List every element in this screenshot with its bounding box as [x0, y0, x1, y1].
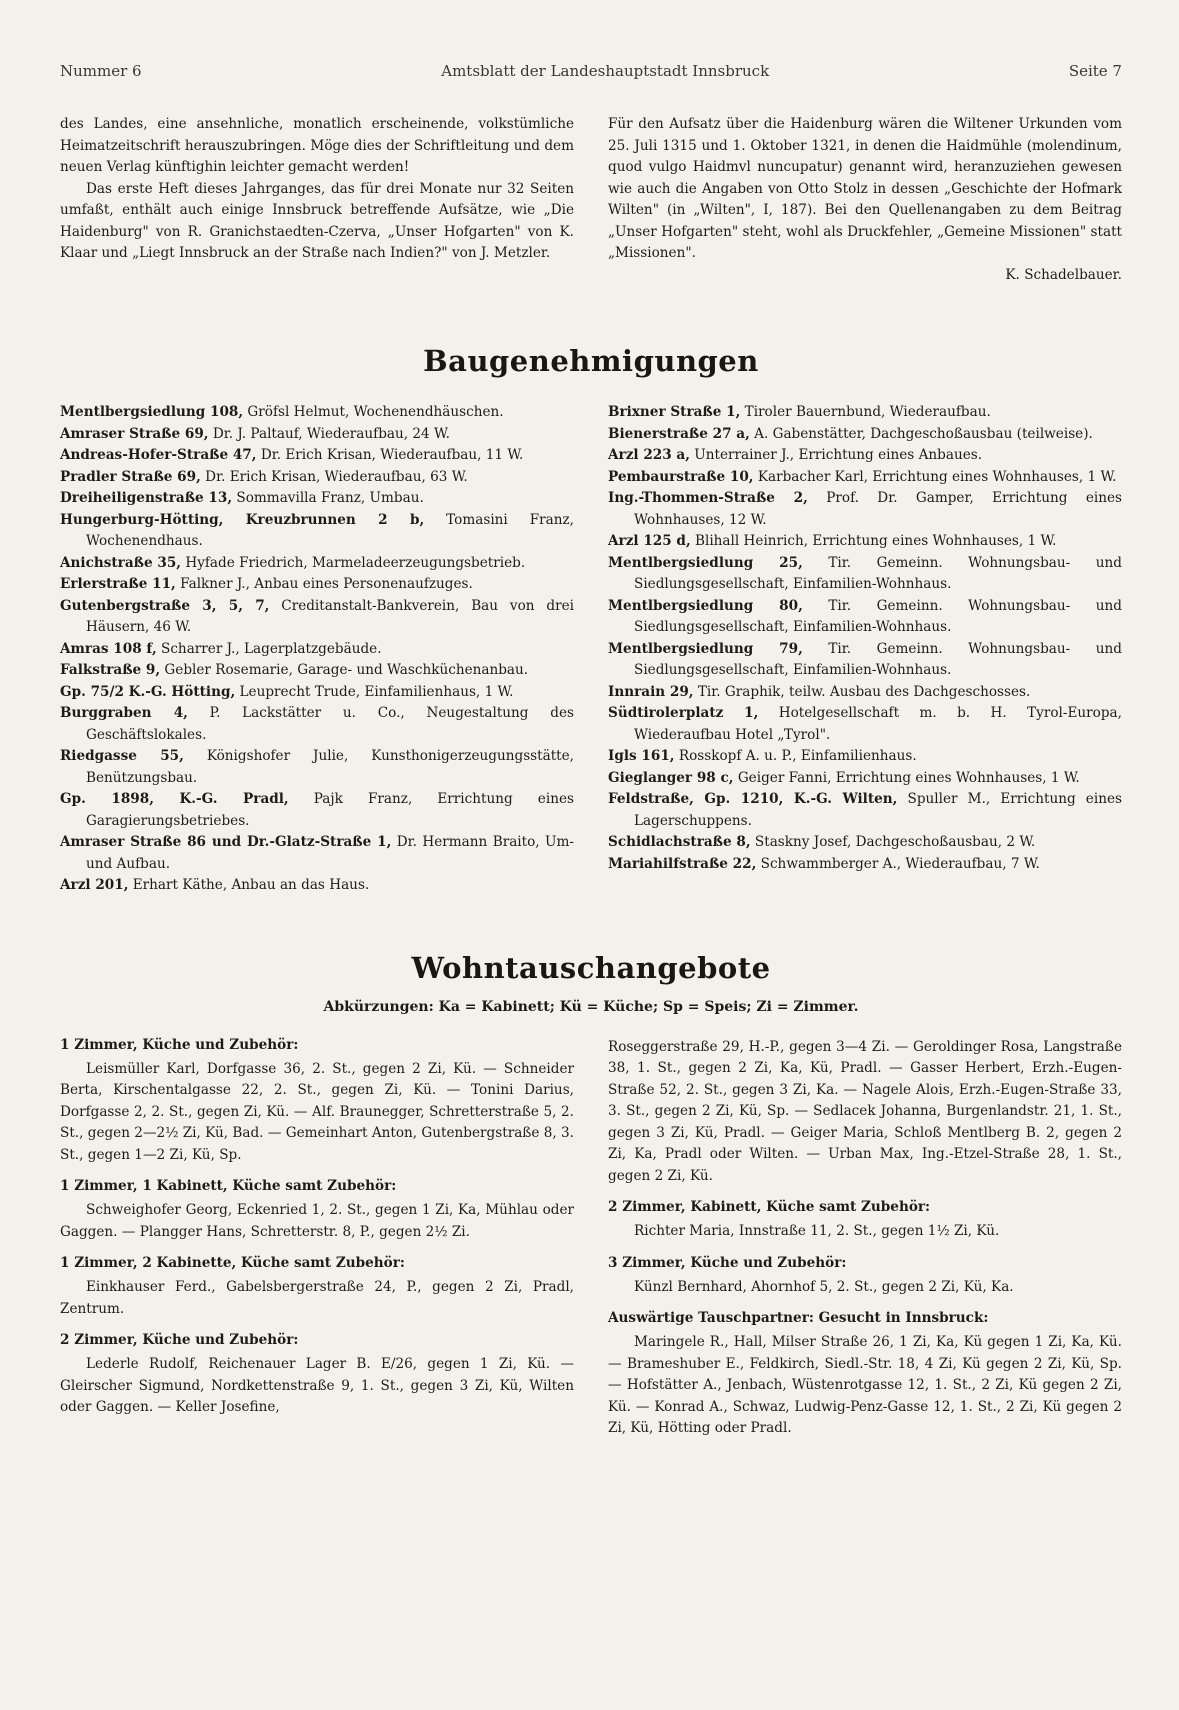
exchange-offers: Maringele R., Hall, Milser Straße 26, 1 Zi, Ka, Kü gegen 1 Zi, Ka, Kü. — Brameshuber E., Feldkirch, Siedl.-Str. 18, 4 Zi, Kü gegen 2 Zi, Kü, Sp. — Hofstätter A., Jenbach, Wüstenrotgasse 12, 1. St., 2 Zi, Kü gegen 2 Zi, Kü. — Konrad A., Schwaz, Ludwig-Penz-Gasse 12, 1. St., 2 Zi, Kü gegen 2 Zi, Kü, Hötting oder Pradl. [608, 1334, 1122, 1436]
permit-address: Andreas-Hofer-Straße 47, [60, 447, 257, 463]
bau-left-column [60, 402, 574, 897]
intro-article [60, 114, 1122, 286]
apartment-category: 2 Zimmer, Kabinett, Küche samt Zubehör: [608, 1199, 931, 1215]
permit-details: Hyfade Friedrich, Marmeladeerzeugungsbetrieb. [181, 554, 526, 571]
issue-number: Nummer 6 [60, 62, 142, 80]
permit-entry [608, 531, 1122, 553]
permit-address: Falkstraße 9, [60, 662, 161, 678]
permit-address: Gutenbergstraße 3, 5, 7, [60, 597, 270, 614]
permit-details: Unterrainer J., Errichtung eines Anbaues. [689, 447, 983, 463]
permit-entry [60, 639, 574, 661]
permit-entry [60, 553, 574, 575]
permit-entry [608, 746, 1122, 768]
wohntausch-list [60, 1037, 1122, 1440]
exchange-offers: Leismüller Karl, Dorfgasse 36, 2. St., gegen 2 Zi, Kü. — Schneider Berta, Kirschentalgasse 22, 2. St., gegen Zi, Kü. — Tonini Darius, Dorfgasse 2, 2. St., gegen Zi, Kü. — Alf. Braunegger, Schretterstraße 5, 2. St., gegen 2—2½ Zi, Kü, Bad. — Gemeinhart Anton, Gutenbergstraße 8, 3. St., gegen 1—2 Zi, Kü, Sp. [60, 1060, 575, 1163]
permit-details: Dr. Erich Krisan, Wiederaufbau, 11 W. [256, 447, 524, 463]
permit-entry [60, 402, 574, 424]
exchange-offers: Künzl Bernhard, Ahornhof 5, 2. St., gegen 2 Zi, Kü, Ka. [634, 1278, 1014, 1295]
permit-entry [60, 488, 574, 510]
permit-address: Ing.-Thommen-Straße 2, [608, 490, 808, 506]
permit-entry [60, 832, 574, 875]
permit-address: Mentlbergsiedlung 79, [608, 640, 803, 657]
permit-details: Tiroler Bauernbund, Wiederaufbau. [740, 404, 991, 420]
permit-details: Erhart Käthe, Anbau an das Haus. [128, 877, 370, 893]
permit-details: Staskny Josef, Dachgeschoßausbau, 2 W. [750, 834, 1036, 850]
permit-entry [608, 789, 1122, 832]
publication-title: Amtsblatt der Landeshauptstadt Innsbruck [441, 62, 770, 80]
permit-address: Südtirolerplatz 1, [608, 705, 759, 721]
permit-details: Tir. Graphik, teilw. Ausbau des Dachgeschosses. [693, 683, 1031, 700]
permit-details: A. Gabenstätter, Dachgeschoßausbau (teilweise). [749, 425, 1093, 442]
permit-details: Rosskopf A. u. P., Einfamilienhaus. [674, 748, 917, 764]
permit-details: Leuprecht Trude, Einfamilienhaus, 1 W. [235, 683, 514, 700]
permit-address: Gp. 1898, K.-G. Pradl, [60, 791, 289, 807]
permit-entry [608, 467, 1122, 489]
permit-address: Arzl 201, [60, 877, 129, 893]
apartment-category: 1 Zimmer, Küche und Zubehör: [60, 1036, 299, 1053]
permit-address: Pradler Straße 69, [60, 468, 201, 485]
permit-details: Hotelgesellschaft m. b. H. Tyrol-Europa, Wiederaufbau Hotel „Tyrol". [634, 705, 1122, 743]
permit-entry [608, 402, 1122, 424]
permit-entry [60, 510, 574, 553]
permit-entry [60, 703, 574, 746]
permit-address: Hungerburg-Hötting, Kreuzbrunnen 2 b, [60, 511, 425, 528]
permit-address: Dreiheiligenstraße 13, [60, 490, 233, 506]
permit-entry [608, 445, 1122, 467]
apartment-category: 2 Zimmer, Küche und Zubehör: [60, 1332, 299, 1348]
exchange-offers: Schweighofer Georg, Eckenried 1, 2. St., gegen 1 Zi, Ka, Mühlau oder Gaggen. — Plangger Hans, Schretterstr. 8, P., gegen 2½ Zi. [60, 1202, 574, 1240]
permit-entry [60, 574, 574, 596]
exchange-offers: Einkhauser Ferd., Gabelsbergerstraße 24, P., gegen 2 Zi, Pradl, Zentrum. [60, 1279, 574, 1317]
permit-entry [60, 746, 574, 789]
apartment-category: 3 Zimmer, Küche und Zubehör: [608, 1254, 847, 1271]
permit-entry [608, 832, 1122, 854]
wohn-left-column [60, 1037, 574, 1440]
permit-address: Anichstraße 35, [60, 554, 182, 571]
exchange-offers: Lederle Rudolf, Reichenauer Lager B. E/26, gegen 1 Zi, Kü. — Gleirscher Sigmund, Nordkettenstraße 9, 1. St., gegen 3 Zi, Kü, Wilten oder Gaggen. — Keller Josefine, [60, 1356, 574, 1415]
permit-entry [60, 596, 574, 639]
permit-address: Gieglanger 98 c, [608, 769, 734, 786]
permit-address: Gp. 75/2 K.-G. Hötting, [60, 683, 236, 700]
permit-details: Prof. Dr. Gamper, Errichtung eines Wohnhauses, 12 W. [634, 490, 1122, 528]
permit-details: Dr. J. Paltauf, Wiederaufbau, 24 W. [208, 425, 450, 442]
page-header [60, 62, 1122, 80]
wohntausch-heading: Wohntauschangebote [411, 950, 771, 985]
permit-details: Falkner J., Anbau eines Personenaufzuges. [175, 576, 473, 592]
permit-entry [60, 424, 574, 446]
permit-entry [608, 854, 1122, 876]
permit-entry [60, 445, 574, 467]
permit-details: Geiger Fanni, Errichtung eines Wohnhauses, 1 W. [733, 769, 1080, 786]
permit-entry [60, 875, 574, 897]
baugenehmigungen-list [60, 402, 1122, 897]
permit-address: Amraser Straße 69, [60, 425, 209, 442]
permit-address: Amras 108 f, [60, 640, 157, 657]
apartment-category: Auswärtige Tauschpartner: Gesucht in Innsbruck: [608, 1310, 989, 1326]
permit-entry [60, 682, 574, 704]
permit-details: Blihall Heinrich, Errichtung eines Wohnhauses, 1 W. [690, 533, 1057, 549]
apartment-category: 1 Zimmer, 2 Kabinette, Küche samt Zubehör: [60, 1255, 405, 1271]
exchange-offers: Roseggerstraße 29, H.-P., gegen 3—4 Zi. — Geroldinger Rosa, Langstraße 38, 1. St., gegen 2 Zi, Ka, Kü, Pradl. — Gasser Herbert, Erzh.-Eugen-Straße 52, 2. St., gegen 3 Zi, Ka. — Nagele Alois, Erzh.-Eugen-Straße 33, 3. St., gegen 2 Zi, Kü, Sp. — Sedlacek Johanna, Burgenlandstr. 21, 1. St., gegen 3 Zi, Kü, Pradl. — Geiger Maria, Schloß Mentlberg B. 2, gegen 2 Zi, Ka, Pradl oder Wilten. — Urban Max, Ing.-Etzel-Straße 28, 1. St., gegen 2 Zi, Kü. [608, 1038, 1122, 1184]
permit-entry [60, 660, 574, 682]
permit-entry [60, 467, 574, 489]
permit-entry [608, 424, 1122, 446]
permit-details: P. Lackstätter u. Co., Neugestaltung des Geschäftslokales. [86, 705, 574, 743]
apartment-category: 1 Zimmer, 1 Kabinett, Küche samt Zubehör: [60, 1178, 397, 1194]
intro-left-column [60, 114, 574, 286]
permit-details: Königshofer Julie, Kunsthonigerzeugungsstätte, Benützungsbau. [86, 748, 575, 786]
permit-address: Innrain 29, [608, 683, 694, 700]
permit-details: Tir. Gemeinn. Wohnungsbau- und Siedlungsgesellschaft, Einfamilien-Wohnhaus. [634, 640, 1122, 678]
permit-details: Spuller M., Errichtung eines Lagerschuppens. [634, 791, 1122, 829]
permit-address: Mariahilfstraße 22, [608, 855, 757, 872]
permit-details: Gebler Rosemarie, Garage- und Waschküchenanbau. [160, 662, 529, 678]
permit-details: Gröfsl Helmut, Wochenendhäuschen. [243, 404, 504, 420]
intro-right-column [608, 114, 1122, 286]
permit-address: Amraser Straße 86 und Dr.-Glatz-Straße 1, [60, 834, 392, 850]
wohn-right-column [608, 1037, 1122, 1440]
permit-address: Feldstraße, Gp. 1210, K.-G. Wilten, [608, 791, 898, 807]
exchange-offers: Richter Maria, Innstraße 11, 2. St., gegen 1½ Zi, Kü. [634, 1223, 1000, 1239]
permit-address: Mentlbergsiedlung 25, [608, 554, 803, 571]
permit-address: Mentlbergsiedlung 108, [60, 404, 244, 420]
permit-entry [608, 703, 1122, 746]
permit-details: Karbacher Karl, Errichtung eines Wohnhauses, 1 W. [753, 468, 1117, 485]
permit-entry [608, 768, 1122, 790]
permit-details: Pajk Franz, Errichtung eines Garagierungsbetriebes. [86, 791, 574, 829]
permit-entry [608, 639, 1122, 682]
permit-details: Tir. Gemeinn. Wohnungsbau- und Siedlungsgesellschaft, Einfamilien-Wohnhaus. [634, 554, 1122, 592]
page-number: Seite 7 [1068, 62, 1122, 80]
signature: K. Schadelbauer. [1005, 266, 1122, 283]
permit-details: Dr. Erich Krisan, Wiederaufbau, 63 W. [200, 468, 468, 485]
permit-address: Pembaurstraße 10, [608, 468, 754, 485]
permit-details: Sommavilla Franz, Umbau. [232, 490, 424, 506]
permit-address: Arzl 125 d, [608, 533, 691, 549]
permit-entry [60, 789, 574, 832]
permit-details: Tir. Gemeinn. Wohnungsbau- und Siedlungsgesellschaft, Einfamilien-Wohnhaus. [634, 597, 1122, 635]
abbreviations-line: Abkürzungen: Ka = Kabinett; Kü = Küche; Sp = Speis; Zi = Zimmer. [323, 998, 859, 1015]
permit-details: Scharrer J., Lagerplatzgebäude. [156, 640, 382, 657]
permit-address: Erlerstraße 11, [60, 576, 176, 592]
permit-address: Schidlachstraße 8, [608, 834, 751, 850]
permit-address: Igls 161, [608, 748, 675, 764]
permit-address: Burggraben 4, [60, 705, 188, 721]
permit-details: Tomasini Franz, Wochenendhaus. [86, 511, 574, 549]
permit-address: Arzl 223 a, [608, 447, 690, 463]
permit-details: Dr. Hermann Braito, Um- und Aufbau. [86, 834, 574, 872]
intro-paragraph: Das erste Heft dieses Jahrganges, das für drei Monate nur 32 Seiten umfaßt, enthält auch einige Innsbruck betreffende Aufsätze, wie „Die Haidenburg" von R. Granichstaedten-Czerva, „Unser Hofgarten" von K. Klaar und „Liegt Innsbruck an der Straße nach Indien?" von J. Metzler. [60, 180, 574, 261]
permit-details: Schwammberger A., Wiederaufbau, 7 W. [756, 855, 1040, 872]
page [60, 62, 1122, 1440]
intro-paragraph: des Landes, eine ansehnliche, monatlich erscheinende, volkstümliche Heimatzeitschrift herauszubringen. Möge dies der Schriftleitung und dem neuen Verlag künftighin leichter gemacht werden! [60, 116, 574, 175]
permit-address: Mentlbergsiedlung 80, [608, 597, 803, 614]
permit-entry [608, 596, 1122, 639]
permit-address: Riedgasse 55, [60, 748, 184, 764]
baugenehmigungen-heading: Baugenehmigungen [423, 344, 759, 378]
bau-right-column [608, 402, 1122, 897]
intro-paragraph: Für den Aufsatz über die Haidenburg wären die Wiltener Urkunden vom 25. Juli 1315 und 1. Oktober 1321, in denen die Haidmühle (molendinum, quod vulgo Haidmvl nuncupatur) genannt wird, heranzuziehen gewesen wie auch die Angaben von Otto Stolz in dessen „Geschichte der Hofmark Wilten" (in „Wilten", I, 187). Bei den Quellenangaben zu dem Beitrag „Unser Hofgarten" steht, wohl als Druckfehler, „Gemeine Missionen" statt „Missionen". [608, 116, 1122, 261]
permit-entry [608, 682, 1122, 704]
permit-entry [608, 488, 1122, 531]
permit-entry [608, 553, 1122, 596]
permit-address: Brixner Straße 1, [608, 404, 741, 420]
permit-details: Creditanstalt-Bankverein, Bau von drei Häusern, 46 W. [86, 597, 574, 635]
permit-address: Bienerstraße 27 a, [608, 425, 750, 442]
